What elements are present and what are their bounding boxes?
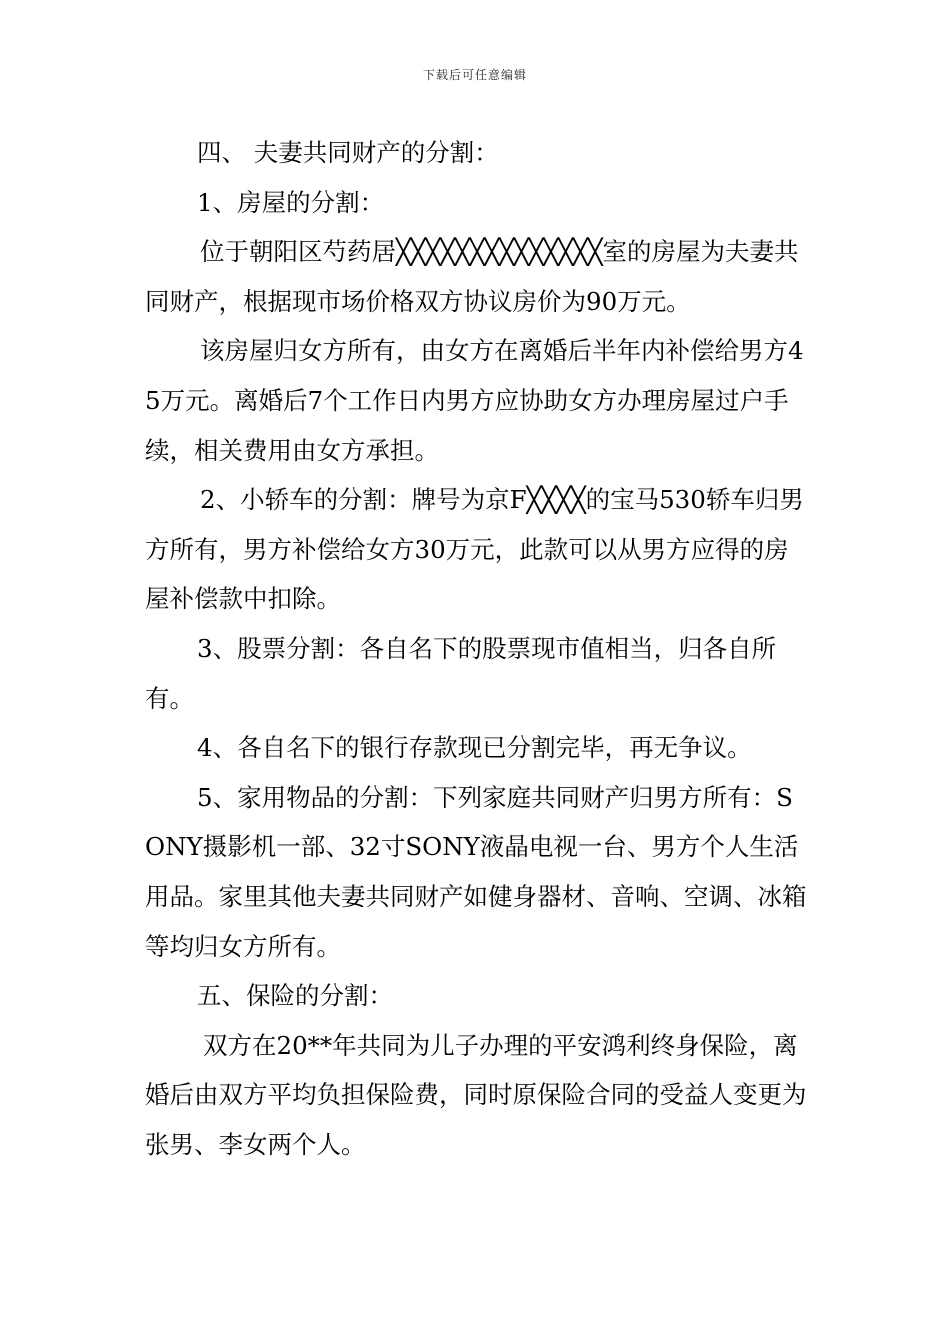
item-5-household-items: 5、家用物品的分割：下列家庭共同财产归男方所有：SONY摄影机一部、32寸SONY液晶电视一台、男方个人生活用品。家里其他夫妻共同财产如健身器材、音响、空调、冰箱等均归女方所有。 [145,782,807,961]
item-3-stock-division: 3、股票分割：各自名下的股票现市值相当，归各自所有。 [145,633,777,713]
item-1-paragraph-location: 位于朝阳区芍药居╳╳╳╳╳╳╳╳╳╳╳╳╳╳室的房屋为夫妻共同财产，根据现市场价格双方协议房价为90万元。 [145,237,799,316]
item-1-heading: 1、房屋的分割： [197,187,385,217]
item-4-bank-deposits: 4、各自名下的银行存款现已分割完毕，再无争议。 [197,733,752,763]
section-4-heading: 四、 夫妻共同财产的分割： [197,138,499,167]
document-body [145,128,810,1169]
item-2-car-division: 2、小轿车的分割：牌号为京F╳╳╳╳的宝马530轿车归男方所有，男方补偿给女方30万元，此款可以从男方应得的房屋补偿款中扣除。 [145,485,804,614]
item-1-paragraph-ownership: 该房屋归女方所有，由女方在离婚后半年内补偿给男方45万元。离婚后7个工作日内男方应协助女方办理房屋过户手续，相关费用由女方承担。 [145,336,804,465]
section-5-heading: 五、保险的分割： [197,981,393,1011]
section-5-insurance-paragraph: 双方在20**年共同为儿子办理的平安鸿利终身保险，离婚后由双方平均负担保险费，同时原保险合同的受益人变更为张男、李女两个人。 [145,1030,807,1159]
header-note: 下载后可任意编辑 [422,68,527,82]
